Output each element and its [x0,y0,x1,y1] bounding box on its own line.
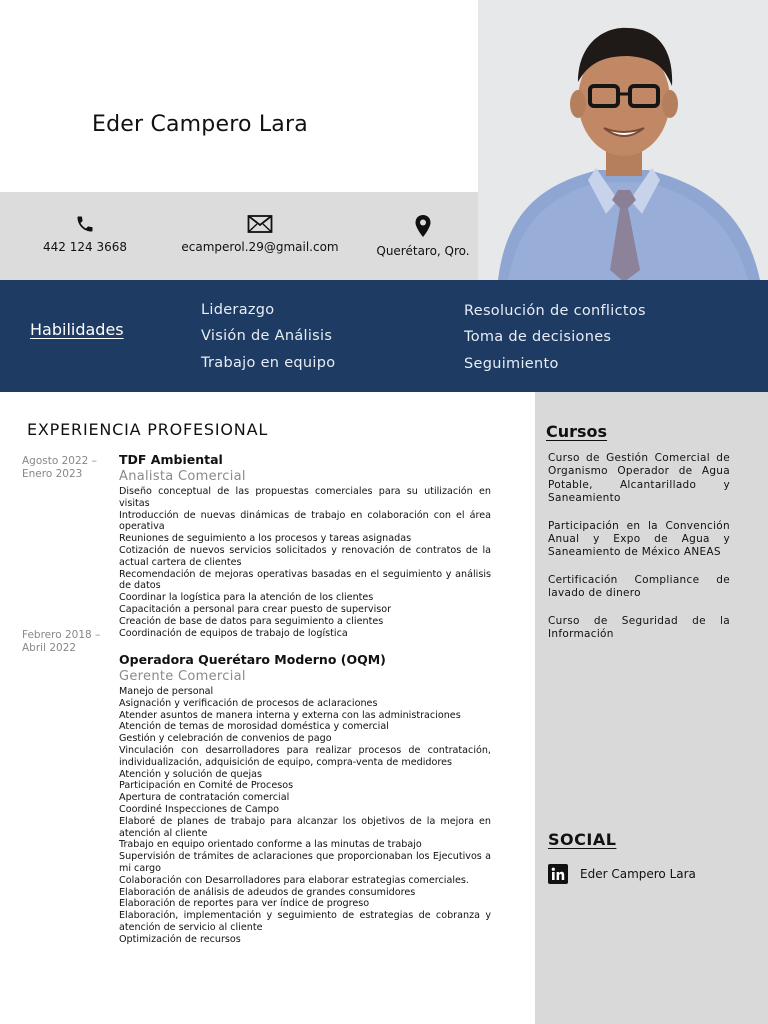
course-item: Participación en la Convención Anual y Expo de Agua y Saneamiento de México ANEAS [548,519,730,559]
skill-item: Visión de Análisis [201,328,333,344]
duty-item: Asignación y verificación de procesos de aclaraciones [119,697,378,709]
candidate-name: Eder Campero Lara [92,112,308,137]
duty-item: Introducción de nuevas dinámicas de trabajo en colaboración con el área operativa [119,509,491,533]
social-title: SOCIAL [548,830,617,849]
duty-item: Cotización de nuevos servicios solicitados y renovación de contratos de la actual cartera de clientes [119,544,491,568]
skills-section [0,280,768,392]
duty-item: Manejo de personal [119,686,214,697]
contact-bar [0,192,478,280]
duty-item: Apertura de contratación comercial [119,792,290,804]
job-duties-list [119,486,491,639]
duty-item: Coordiné Inspecciones de Campo [119,803,279,815]
linkedin-name: Eder Campero Lara [580,867,696,881]
skills-title: Habilidades [30,320,124,339]
duty-item: Creación de base de datos para seguimiento a clientes [119,615,384,627]
duty-item: Atender asuntos de manera interna y externa con las administraciones [119,709,461,721]
duty-item: Participación en Comité de Procesos [119,780,294,792]
job-date-start: Agosto 2022 – [22,455,97,467]
linkedin-link[interactable] [548,864,696,884]
duty-item: Elaboración de reportes para ver índice de progreso [119,898,370,910]
skill-item: Seguimiento [464,356,559,372]
job-duties-list [119,686,491,946]
contact-email [170,214,350,254]
course-item: Curso de Gestión Comercial de Organismo Operador de Agua Potable, Alcantarillado y Saneamiento [548,452,730,505]
job-date-end: Enero 2023 [22,468,83,480]
location-text: Querétaro, Qro. [376,244,470,258]
duty-item: Gestión y celebración de convenios de pago [119,733,332,745]
job-date-end: Abril 2022 [22,642,77,654]
phone-text: 442 124 3668 [43,240,127,254]
contact-phone [40,214,130,254]
skill-item: Toma de decisiones [464,329,612,345]
duty-item: Optimización de recursos [119,933,241,945]
duty-item: Vinculación con desarrolladores para realizar procesos de contratación, individualización, adquisición de equipo, compra-venta de medidores [119,744,491,768]
duty-item: Atención y solución de quejas [119,768,263,780]
envelope-icon [247,214,273,234]
duty-item: Diseño conceptual de las propuestas comerciales para su utilización en visitas [119,486,491,509]
duty-item: Reuniones de seguimiento a los procesos y tareas asignadas [119,533,412,545]
job-role: Analista Comercial [119,469,246,484]
contact-location [368,214,478,258]
job-date [22,455,97,481]
map-pin-icon [414,214,432,238]
job-date-start: Febrero 2018 – [22,629,101,641]
experience-title: EXPERIENCIA PROFESIONAL [27,420,269,439]
skill-item: Resolución de conflictos [464,303,646,319]
duty-item: Coordinación de equipos de trabajo de logística [119,627,348,639]
duty-item: Atención de temas de morosidad doméstica y comercial [119,721,389,733]
profile-photo [478,0,768,280]
linkedin-icon [548,864,568,884]
job-company: Operadora Querétaro Moderno (OQM) [119,652,386,667]
job-company: TDF Ambiental [119,452,223,467]
skill-item: Liderazgo [201,302,275,318]
duty-item: Elaboración, implementación y seguimiento de estrategias de cobranza y atención de servicio al cliente [119,910,491,933]
duty-item: Elaboré de planes de trabajo para alcanzar los objetivos de la mejora en atención al cliente [119,815,491,839]
skill-item: Trabajo en equipo [201,355,336,371]
courses-list [548,452,730,655]
courses-title: Cursos [546,422,608,441]
duty-item: Coordinar la logística para la atención de los clientes [119,592,374,604]
duty-item: Elaboración de análisis de adeudos de grandes consumidores [119,886,416,898]
course-item: Certificación Compliance de lavado de dinero [548,573,730,600]
duty-item: Capacitación a personal para crear puesto de supervisor [119,603,392,615]
job-role: Gerente Comercial [119,669,246,684]
course-item: Curso de Seguridad de la Información [548,614,730,641]
duty-item: Colaboración con Desarrolladores para elaborar estrategias comerciales. [119,874,469,886]
job-date [22,629,100,655]
phone-icon [75,214,95,234]
email-text: ecamperol.29@gmail.com [181,240,339,254]
duty-item: Recomendación de mejoras operativas basadas en el seguimiento y análisis de datos [119,568,491,592]
header [0,0,478,192]
duty-item: Supervisión de trámites de aclaraciones que proporcionaban los Ejecutivos a mi cargo [119,851,491,874]
duty-item: Trabajo en equipo orientado conforme a las minutas de trabajo [119,839,422,851]
